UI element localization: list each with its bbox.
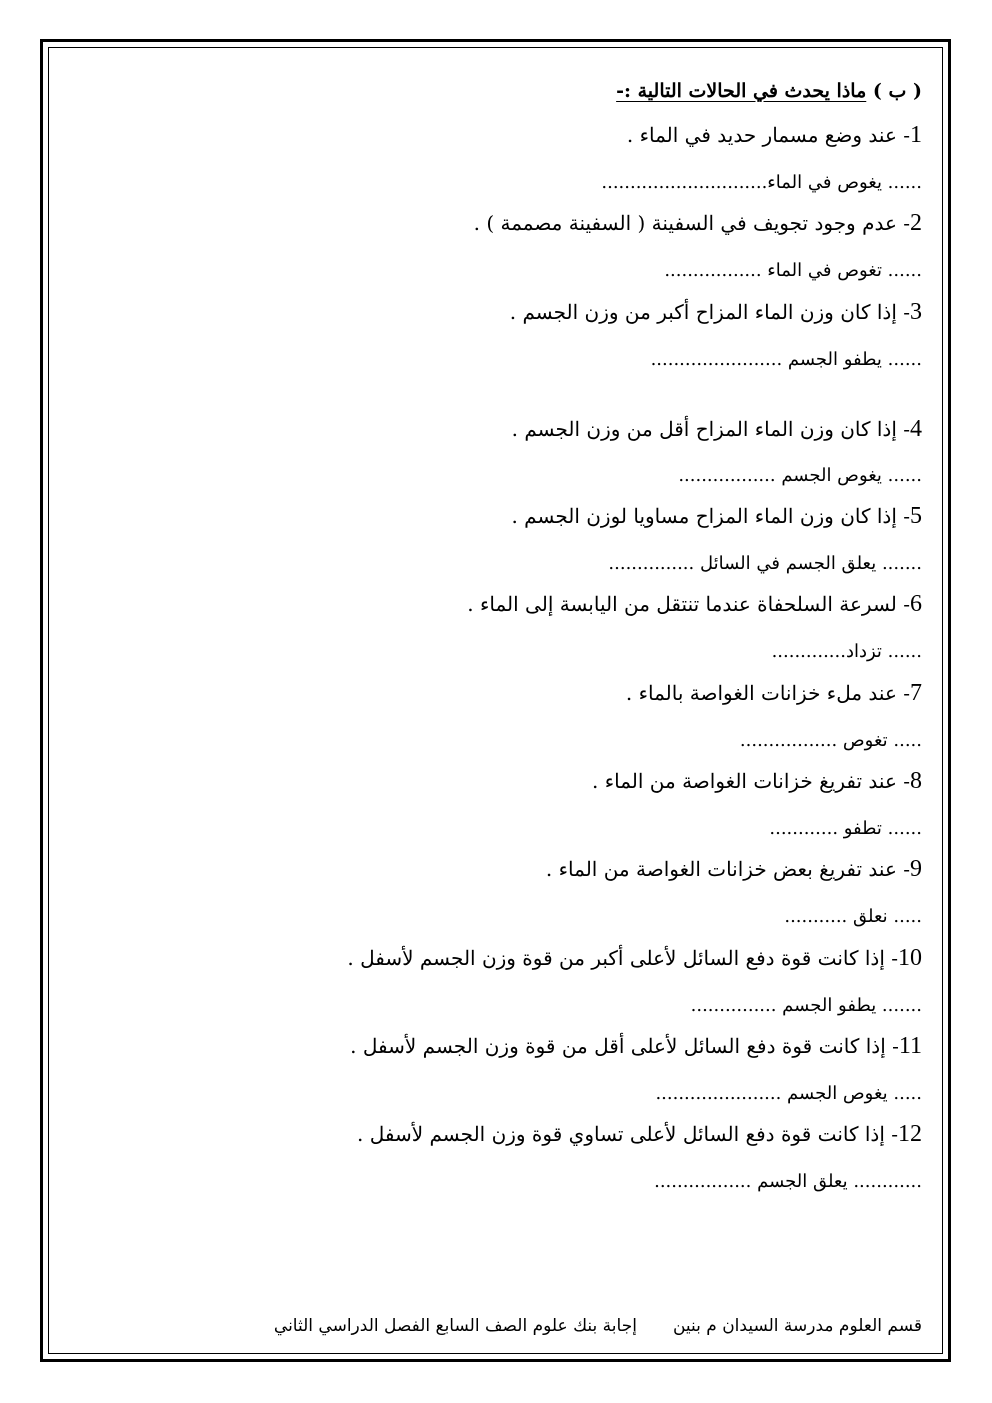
question-text: - عند تفريغ خزانات الغواصة من الماء .: [592, 769, 910, 793]
answer-4: ...... يغوص الجسم .................: [678, 465, 922, 486]
answer-9: ..... نعلق ...........: [784, 906, 922, 927]
answer-10: ....... يطفو الجسم ...............: [690, 995, 922, 1016]
question-number: 7: [910, 680, 922, 706]
question-number: 3: [910, 299, 922, 325]
section-title: ماذا يحدث في الحالات التالية :-: [616, 80, 867, 102]
answer-3: ...... يطفو الجسم .......................: [650, 349, 922, 370]
question-text: - عند ملء خزانات الغواصة بالماء .: [625, 681, 910, 705]
question-4: [512, 416, 922, 443]
question-number: 10: [898, 945, 922, 971]
question-text: - عدم وجود تجويف في السفينة ( السفينة مصممة ) .: [473, 211, 910, 235]
question-text: - إذا كانت قوة دفع السائل لأعلى أكبر من قوة وزن الجسم لأسفل .: [347, 946, 898, 970]
question-text: - لسرعة السلحفاة عندما تنتقل من اليابسة إلى الماء .: [467, 592, 910, 616]
answer-7: ..... تغوص .................: [739, 730, 922, 751]
answer-12: ............ يعلق الجسم .................: [654, 1171, 922, 1192]
question-text: - إذا كانت قوة دفع السائل لأعلى أقل من قوة وزن الجسم لأسفل .: [350, 1034, 899, 1058]
footer-school: قسم العلوم مدرسة السيدان م بنين: [672, 1316, 922, 1336]
question-9: [546, 856, 922, 883]
question-12: [357, 1121, 922, 1148]
question-text: - عند تفريغ بعض خزانات الغواصة من الماء .: [545, 857, 910, 881]
question-text: - عند وضع مسمار حديد في الماء .: [626, 123, 910, 147]
section-heading: [616, 80, 922, 102]
question-11: [350, 1033, 922, 1060]
question-number: 5: [910, 503, 922, 529]
section-label: ( ب ): [872, 80, 922, 102]
question-number: 1: [910, 122, 922, 148]
answer-6: ...... تزداد.............: [771, 641, 922, 662]
answer-1: ...... يغوص في الماء.............................: [601, 172, 922, 193]
question-3: [510, 299, 922, 326]
question-text: - إذا كان وزن الماء المزاح مساويا لوزن الجسم .: [511, 504, 910, 528]
page-footer: [274, 1316, 922, 1336]
question-number: 12: [898, 1121, 922, 1147]
question-2: [474, 210, 922, 237]
question-number: 6: [910, 591, 922, 617]
question-7: [626, 680, 922, 707]
answer-5: ....... يعلق الجسم في السائل ...............: [608, 553, 922, 574]
question-5: [511, 503, 922, 530]
question-number: 11: [898, 1033, 922, 1059]
question-number: 9: [910, 856, 922, 882]
question-number: 4: [910, 416, 922, 442]
answer-2: ...... تغوص في الماء .................: [664, 260, 922, 281]
question-text: - إذا كان وزن الماء المزاح أكبر من وزن الجسم .: [509, 300, 910, 324]
question-8: [592, 768, 922, 795]
question-6: [467, 591, 922, 618]
question-text: - إذا كانت قوة دفع السائل لأعلى تساوي قوة وزن الجسم لأسفل .: [357, 1122, 898, 1146]
question-1: [627, 122, 922, 149]
question-text: - إذا كان وزن الماء المزاح أقل من وزن الجسم .: [511, 417, 910, 441]
footer-subject: إجابة بنك علوم الصف السابع الفصل الدراسي الثاني: [273, 1316, 637, 1336]
question-number: 8: [910, 768, 922, 794]
answer-11: ..... يغوص الجسم ......................: [655, 1083, 922, 1104]
worksheet: [62, 0, 922, 1403]
question-number: 2: [910, 210, 922, 236]
question-10: [347, 945, 922, 972]
answer-8: ...... تطفو ............: [769, 818, 922, 839]
